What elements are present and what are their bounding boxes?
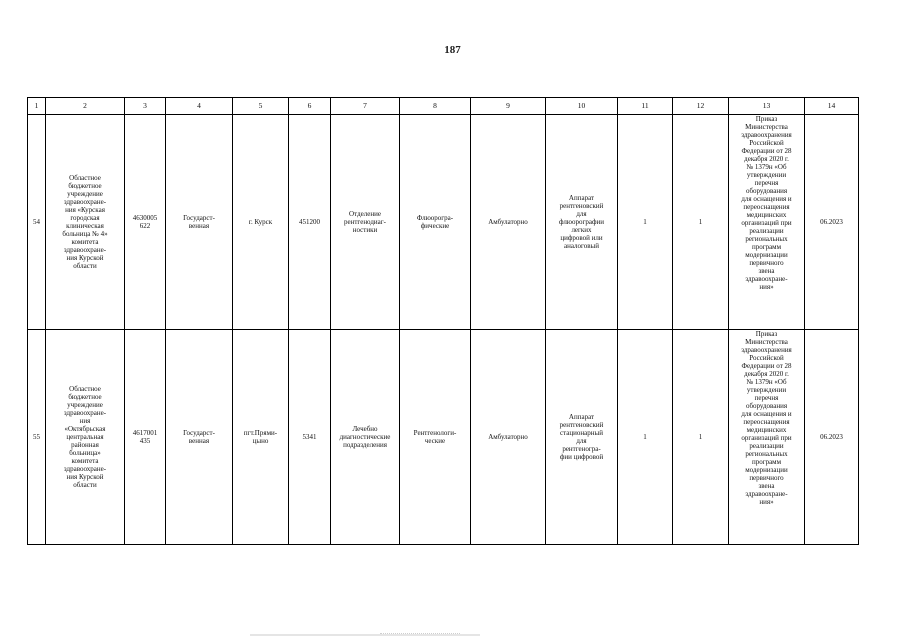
cell-text: переоснащения — [743, 418, 790, 426]
column-number: 3 — [125, 98, 166, 115]
legal-basis-cell — [729, 115, 805, 330]
page-number: 187 — [444, 44, 461, 56]
cell-text: 5341 — [302, 433, 317, 441]
postal-code-cell — [289, 115, 331, 330]
cell-text: организаций при — [741, 219, 792, 227]
cell-text: 4617001 — [132, 429, 158, 437]
cell-text: № 1379н «Об — [746, 378, 787, 386]
cell-text: флюорографии — [558, 218, 605, 226]
column-number: 4 — [166, 98, 233, 115]
cell-text: звена — [758, 267, 775, 275]
cell-text: рентгеновский — [559, 421, 604, 429]
cell-text: Государст- — [183, 214, 215, 222]
cell-text: Областное — [69, 385, 101, 393]
cell-text: модернизации — [745, 466, 788, 474]
cell-text: 451200 — [299, 218, 320, 226]
locality-cell — [233, 330, 289, 545]
cell-text: здравоохране- — [63, 409, 107, 417]
code-cell — [125, 115, 166, 330]
table-row — [28, 330, 859, 545]
column-number: 2 — [46, 98, 125, 115]
care-conditions-cell — [471, 330, 546, 545]
row-number-cell: 55 — [28, 330, 46, 545]
quantity-cell — [618, 115, 673, 330]
cell-text: Федерации от 28 — [741, 362, 792, 370]
cell-text: Аппарат — [568, 194, 595, 202]
care-conditions-cell — [471, 115, 546, 330]
column-number: 7 — [331, 98, 400, 115]
cell-text: ния Курской — [66, 254, 104, 262]
cell-text: для — [576, 210, 587, 218]
cell-text: № 1379н «Об — [746, 163, 787, 171]
ownership-cell — [166, 115, 233, 330]
cell-text: г. Курск — [248, 218, 273, 226]
cell-text: городская — [70, 214, 100, 222]
cell-text: рентгеновский — [559, 202, 604, 210]
cell-text: бюджетное — [68, 393, 102, 401]
cell-text: 435 — [139, 437, 151, 445]
cell-text: программ — [751, 458, 782, 466]
postal-code-cell — [289, 330, 331, 545]
cell-text: реализации — [749, 442, 784, 450]
cell-text: центральная — [66, 433, 104, 441]
cell-text: Лечебно — [352, 425, 378, 433]
cell-text: региональных — [745, 235, 788, 243]
cell-text: Министерства — [745, 123, 788, 131]
column-number: 10 — [546, 98, 618, 115]
cell-text: Флюорогра- — [416, 214, 454, 222]
cell-text: программ — [751, 243, 782, 251]
cell-text: Амбулаторно — [488, 218, 528, 226]
cell-text: региональных — [745, 450, 788, 458]
cell-text: Государст- — [183, 429, 215, 437]
cell-text: переоснащения — [743, 203, 790, 211]
cell-text: модернизации — [745, 251, 788, 259]
cell-text: Российской — [749, 354, 784, 362]
equipment-cell — [546, 330, 618, 545]
cell-text: Аппарат — [568, 413, 595, 421]
cell-text: ния «Курская — [65, 206, 105, 214]
quantity-cell — [618, 330, 673, 545]
cell-text: пгт.Прями- — [243, 429, 278, 437]
cell-text: клиническая — [66, 222, 104, 230]
cell-text: декабря 2020 г. — [744, 370, 789, 378]
cell-text: организаций при — [741, 434, 792, 442]
cell-text: области — [73, 481, 97, 489]
cell-text: комитета — [71, 457, 99, 465]
code-cell — [125, 330, 166, 545]
column-number: 9 — [471, 98, 546, 115]
organization-cell — [46, 115, 125, 330]
cell-text: аналоговый — [564, 242, 599, 250]
cell-text: 1 — [698, 218, 703, 226]
cell-text: венная — [188, 222, 210, 230]
cell-text: стационарный — [560, 429, 603, 437]
cell-text: первичного — [749, 474, 784, 482]
cell-text: цифровой или — [560, 234, 603, 242]
cell-text: здравоохране- — [63, 198, 107, 206]
cell-text: здравоохране- — [63, 246, 107, 254]
cell-text: учреждение — [67, 190, 103, 198]
scan-artifact — [380, 633, 460, 637]
service-type-cell — [400, 330, 471, 545]
cell-text: фии цифровой — [559, 453, 604, 461]
date-cell — [805, 115, 859, 330]
cell-text: легких — [571, 226, 592, 234]
cell-text: медицинских — [746, 426, 787, 434]
cell-text: здравоохране- — [745, 275, 788, 283]
cell-text: здравоохранения — [741, 131, 792, 139]
quantity-cell — [673, 330, 729, 545]
table-row — [28, 115, 859, 330]
column-number: 6 — [289, 98, 331, 115]
service-type-cell — [400, 115, 471, 330]
column-number: 1 — [28, 98, 46, 115]
column-number: 8 — [400, 98, 471, 115]
column-number: 5 — [233, 98, 289, 115]
cell-text: цыно — [252, 437, 269, 445]
cell-text: Министерства — [745, 338, 788, 346]
cell-text: ностики — [352, 226, 378, 234]
cell-text: Федерации от 28 — [741, 147, 792, 155]
cell-text: ческие — [424, 437, 446, 445]
cell-text: для — [576, 437, 587, 445]
cell-text: 06.2023 — [820, 218, 843, 226]
cell-text: медицинских — [746, 211, 787, 219]
cell-text: «Октябрьская — [64, 425, 106, 433]
cell-text: больница № 4» — [62, 230, 108, 238]
cell-text: здравоохране- — [63, 465, 107, 473]
cell-text: фические — [420, 222, 450, 230]
column-number: 12 — [673, 98, 729, 115]
cell-text: подразделения — [343, 441, 387, 449]
cell-text: для оснащения и — [741, 410, 792, 418]
cell-text: перечня — [754, 179, 779, 187]
ownership-cell — [166, 330, 233, 545]
cell-text: оборудования — [745, 187, 788, 195]
department-cell — [331, 330, 400, 545]
cell-text: учреждение — [67, 401, 103, 409]
cell-text: Российской — [749, 139, 784, 147]
cell-text: комитета — [71, 238, 99, 246]
cell-text: ния» — [759, 283, 774, 291]
cell-text: больница» — [69, 449, 101, 457]
column-number: 14 — [805, 98, 859, 115]
cell-text: диагностические — [339, 433, 391, 441]
cell-text: Рентгенологи- — [413, 429, 457, 437]
equipment-registry-table — [27, 97, 859, 545]
cell-text: Приказ — [755, 330, 778, 338]
cell-text: для оснащения и — [741, 195, 792, 203]
cell-text: Амбулаторно — [488, 433, 528, 441]
cell-text: венная — [188, 437, 210, 445]
cell-text: 06.2023 — [820, 433, 843, 441]
cell-text: здравоохране- — [745, 490, 788, 498]
cell-text: 4630005 — [132, 214, 158, 222]
cell-text: декабря 2020 г. — [744, 155, 789, 163]
column-number: 13 — [729, 98, 805, 115]
cell-text: рентгеногра- — [562, 445, 601, 453]
column-number: 11 — [618, 98, 673, 115]
legal-basis-cell — [729, 330, 805, 545]
cell-text: Областное — [69, 174, 101, 182]
cell-text: бюджетное — [68, 182, 102, 190]
locality-cell — [233, 115, 289, 330]
organization-cell — [46, 330, 125, 545]
cell-text: здравоохранения — [741, 346, 792, 354]
cell-text: утверждении — [746, 386, 787, 394]
column-number-row — [28, 98, 859, 115]
cell-text: ния» — [759, 498, 774, 506]
cell-text: первичного — [749, 259, 784, 267]
cell-text: реализации — [749, 227, 784, 235]
cell-text: районная — [71, 441, 99, 449]
cell-text: оборудования — [745, 402, 788, 410]
department-cell — [331, 115, 400, 330]
cell-text: 1 — [643, 218, 647, 226]
cell-text: Приказ — [755, 115, 778, 123]
cell-text: перечня — [754, 394, 779, 402]
cell-text: области — [73, 262, 97, 270]
cell-text: 622 — [139, 222, 151, 230]
date-cell — [805, 330, 859, 545]
cell-text: ния Курской — [66, 473, 104, 481]
cell-text: ния — [79, 417, 91, 425]
row-number-cell: 54 — [28, 115, 46, 330]
cell-text: рентгенодиаг- — [344, 218, 386, 226]
cell-text: звена — [758, 482, 775, 490]
cell-text: утверждении — [746, 171, 787, 179]
cell-text: 1 — [643, 433, 647, 441]
equipment-cell — [546, 115, 618, 330]
quantity-cell — [673, 115, 729, 330]
cell-text: 1 — [698, 433, 703, 441]
cell-text: Отделение — [349, 210, 381, 218]
